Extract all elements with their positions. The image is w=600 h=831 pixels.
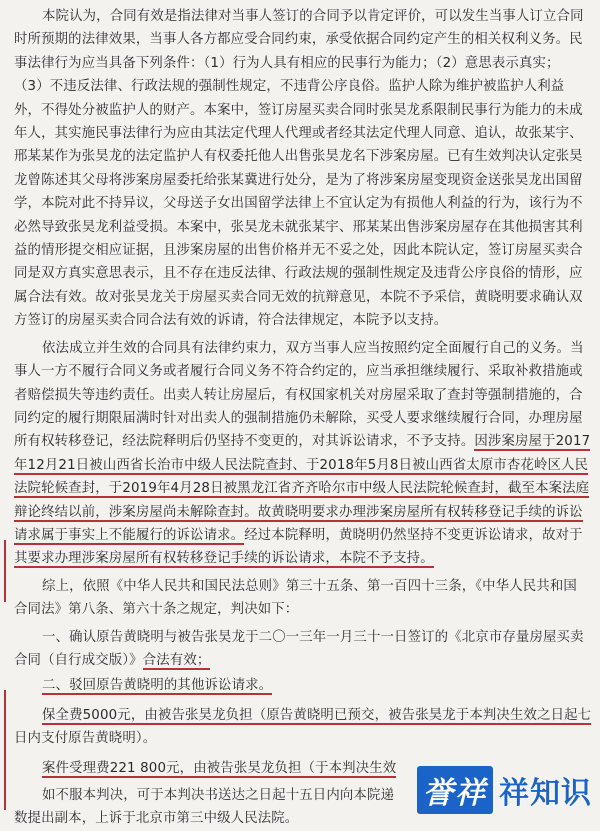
text-line: 同是双方真实意思表示，且不存在违反法律、行政法规的强制性规定及违背公序良俗的情形，应 (14, 266, 583, 282)
judgment-item-1: 一、确认原告黄晓明与被告张昊龙于二〇一三年一月三十一日签订的《北京市存量房屋买卖 (42, 629, 584, 645)
annotation-bar (4, 540, 6, 602)
highlighted-text: 法院轮候查封，于2019年4月28日被黑龙江省齐齐哈尔市中级人民法院轮候查封，截至本案法庭 (14, 481, 590, 497)
text-line: 年人，其实施民事法律行为应由其法定代理人代理或者经其法定代理人同意、追认，故张某宇、 (14, 126, 583, 142)
fee-preservation (14, 704, 592, 727)
appeal-note-cont: 数提出副本，上诉于北京市第三中级人民法院。 (14, 811, 299, 827)
text-line (14, 477, 590, 500)
text-line: 必然导致张昊龙利益受损。本案中，张昊龙未就张某宇、邢某某出售涉案房屋存在其他损害其利 (14, 219, 583, 235)
paragraph-performance (14, 337, 591, 571)
fee-preservation-cont: 日内支付原告黄晓明）。 (14, 731, 157, 747)
highlighted-text: 辩论终结以前，涉案房屋尚未解除查封。故黄晓明要求办理涉案房屋所有权转移登记手续的诉讼 (14, 504, 583, 520)
highlighted-text: 二、驳回原告黄晓明的其他诉讼请求。 (42, 678, 273, 694)
paragraph-conclusion (14, 575, 582, 622)
logo-mark: 誉祥 (417, 766, 493, 814)
text-line: 外，不得处分被监护人的财产。本案中，签订房屋买卖合同时张昊龙系限制民事行为能力的未成 (14, 102, 583, 118)
judgment-item-2 (14, 674, 582, 697)
paragraph-contract-validity (14, 5, 582, 333)
text-line: 请求属于事实上不能履行的诉讼请求。经过本院释明，黄晓明仍然坚持不变更诉讼请求，故对于 (14, 527, 583, 543)
text-line: 同约定的履行期限届满时针对出卖人的强制措施仍未解除，买受人要求继续履行合同，办理房屋 (14, 410, 583, 426)
text-line: 龙曾陈述其父母将涉案房屋委托给张某冀进行处分，是为了将涉案房屋变现资金送张昊龙出国留 (14, 172, 583, 188)
text-line: 邢某某作为张昊龙的法定监护人有权委托他人出售张昊龙名下涉案房屋。已有生效判决认定张昊 (14, 149, 583, 165)
text-line: 所有权转移登记，经法院释明后仍坚持不变更的，对其诉讼请求，不予支持。因涉案房屋于2017 (14, 434, 591, 450)
highlighted-text: 案件受理费221 800元，由被告张昊龙负担（于本判决生效 (42, 760, 397, 776)
highlighted-text: 请求属于事实上不能履行的诉讼请求。 (14, 527, 245, 543)
annotation-bar (4, 690, 6, 810)
text-line: 合同法》第八条、第六十条之规定，判决如下： (14, 602, 299, 618)
text-line (14, 501, 582, 524)
appeal-note: 如不服本判决，可于本判决书送达之日起十五日内向本院递 (42, 788, 395, 803)
text-line: 依法成立并生效的合同具有法律约束力，双方当事人应当按照约定全面履行自己的义务。当 (42, 340, 584, 356)
text-line: 益的情形提交相应证据，且涉案房屋的出售价格并无不妥之处，因此本院认定，签订房屋买卖合 (14, 243, 583, 259)
text-line: 方签订的房屋买卖合同合法有效的诉请，符合法律规定，本院予以支持。 (14, 313, 448, 329)
text-line: 时所预期的法律效果，当事人各方都应受合同约束，承受依据合同约定产生的相关权利义务。民 (14, 32, 583, 48)
text-line: （3）不违反法律、行政法规的强制性规定，不违背公序良俗。监护人除为维护被监护人利益 (14, 79, 565, 95)
logo-text: 祥知识 (499, 776, 592, 811)
watermark-logo (417, 766, 592, 814)
text-line: 学，本院对此不持异议，父母送子女出国留学法律上不宜认定为有损他人利益的行为，该行为不 (14, 196, 583, 212)
text-line: 本院认为，合同有效是指法律对当事人签订的合同予以肯定评价，可以发生当事人订立合同 (42, 9, 584, 24)
text-line (14, 454, 589, 477)
text-line (14, 547, 582, 570)
highlighted-text: 年12月21日被山西省长治市中级人民法院查封、于2018年5月8日被山西省太原市杏花岭区人民 (14, 457, 589, 473)
text-line: 综上，依照《中华人民共和国民法总则》第三十五条、第一百四十三条，《中华人民共和国 (42, 578, 577, 594)
highlighted-text: 保全费5000元，由被告张昊龙负担（原告黄晓明已预交，被告张昊龙于本判决生效之日起七 (42, 707, 592, 723)
text-line: 事人一方不履行合同义务或者履行合同义务不符合约定的，应当承担继续履行、采取补救措施或 (14, 364, 583, 380)
judgment-item-1-cont: 合同（自行成交版）》合法有效； (14, 652, 211, 668)
text-line: 者赔偿损失等违约责任。出卖人转让房屋后，有权国家机关对房屋采取了查封等强制措施的，合 (14, 387, 583, 403)
text-line: 事法律行为应当具备下列条件：（1）行为人具有相应的民事行为能力；（2）意思表示真实； (14, 55, 560, 71)
highlighted-text: 因涉案房屋于2017 (474, 434, 591, 450)
highlighted-text: 合法有效； (142, 652, 211, 668)
text-line: 属合法有效。故对张昊龙关于房屋买卖合同无效的抗辩意见，本院不予采信，黄晓明要求确认双 (14, 289, 583, 305)
highlighted-text: 其要求办理涉案房屋所有权转移登记手续的诉讼请求，本院不予支持。 (14, 551, 434, 567)
